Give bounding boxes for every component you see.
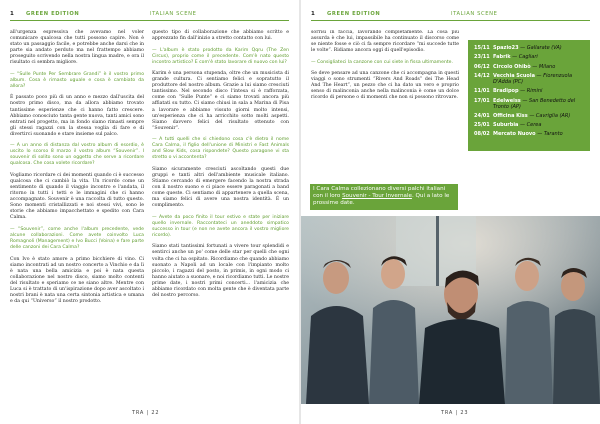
tour-dates-box <box>468 40 590 151</box>
interview-question: — Avete da poco finito il tour estivo e state per iniziare quello invernale. Raccontateci un aneddoto simpatico successo in tour (e non ne avete ancora il vostro migliore ricordo). <box>152 214 289 238</box>
scene-label: ITALIAN SCENE <box>150 11 197 17</box>
scene-label: ITALIAN SCENE <box>451 11 498 17</box>
tour-separator: — <box>534 72 544 79</box>
tour-date-row <box>474 131 584 137</box>
tour-venue: Suburbia <box>493 122 519 129</box>
page-number: 1 <box>10 11 15 17</box>
interview-answer: Se deve pensare ad una canzone che ci accompagna in questi viaggi o sono strumenti “Rivers And Roads” dei The Head And The Heart”, un pezzo che ci ha dato un vero e proprio senso di malinconia anche nella malinconia è come un dolce ricordo di persone o di momenti che non si possono ritrovare. <box>311 71 459 101</box>
interview-answer: questo tipo di collaborazione che abbiamo scritto e apprezzato fin dall'inizio a stretto contatto con lui. <box>152 30 289 42</box>
band-photo-illustration <box>301 216 600 404</box>
tour-venue: Spazio23 <box>493 45 519 51</box>
tour-date: 06/12 <box>474 63 490 70</box>
interview-answer: Siamo sicuramente cresciuti ascoltando questi due gruppi e tanti altri dell'ambiente musicale italiano. Stiamo cercando di emergere facendo la nostra strada con il nostro suono e ci piace essere paragonati a band come queste. Ci sentiamo di appartenere a quella scena, ma siamo felici di avere una nostra identità. È un complimento. <box>152 166 289 209</box>
interview-answer: Vogliamo ricordare ci dei momenti quando ci è successo qualcosa che ci cambiò la vita. Un ricordo come un sentimento di quando il viaggio incontro e l'andata, il ritorno in tutti i tetti e le immagini che ci hanno accompagnato. Souvenir è una raccolta di tutto questo. Sono momenti cristallizzati e noi stessi vivi, sono le storie che abbiamo impacchettato e spedito con Cara Calma. <box>10 172 144 221</box>
interview-question: — A un anno di distanza dal vostro album di esordio, è uscito lo scorso 8 marzo il vostro album “Souvenir”. I souvenir di solito sono un oggetto che serve a ricordare qualcosa. Che cosa volete ricordare? <box>10 143 144 167</box>
page-header <box>10 11 289 20</box>
tour-date-row <box>474 64 584 70</box>
tour-separator: — <box>520 97 529 104</box>
cara-calma-tour-callout <box>310 184 458 210</box>
section-label: GREEN EDITION <box>26 11 80 17</box>
tour-separator: — <box>518 45 527 51</box>
interview-answer: Siamo stati tantissimi fortunati a vivere tour splendidi e sentirci anche un po' come delle star per quelli che ogni volta che ci ha ospitato. Ricordiamo che quando abbiamo suonato a Napoli ad un locale con l'impianto molto piccolo, i ragazzi del posto, in primis, in ogni modo ci hanno aiutato a suonare, e noi ricordiamo tutti. Le nostre prime date, i nostri primi concerti... l'amicizia che abbiamo ricordato con molta gente che è diventata parte del nostro percorso. <box>152 244 289 298</box>
tour-date: 14/12 <box>474 72 490 79</box>
tour-date: 24/01 <box>474 112 490 119</box>
section-label: GREEN EDITION <box>327 11 381 17</box>
tour-date-row <box>474 113 584 119</box>
tour-date-row <box>474 45 584 51</box>
tour-date: 17/01 <box>474 97 490 104</box>
text-column-left-1 <box>10 30 144 310</box>
souvenir-tour-link[interactable]: Souvenir - Tour Invernale <box>342 193 412 200</box>
tour-date-row <box>474 122 584 128</box>
tour-city: Fiorenzuola D'Adda (PC) <box>493 72 573 85</box>
text-column-left-2 <box>152 30 289 304</box>
page-footer: TRA | 22 <box>132 410 160 416</box>
tour-venue: Officina Kiss <box>493 112 528 119</box>
interview-answer: È passato poco più di un anno e mezzo dall'uscita del nostro primo disco, ma da allora abbiamo trovato tantissime esperienze che ci hanno fatto crescere. Abbiamo conosciuto tanta gente nuova, tanti amici sono entrati nel progetto, ma in fondo siamo rimasti sempre gli stessi ragazzi con la stessa voglia di fare e di divertirci suonando e stare insieme sul palco. <box>10 95 144 137</box>
tour-venue: Fabrik <box>493 54 511 61</box>
interview-answer: sorrisi in faccia, lavorando completamente. La cosa più assurda è che lui, impassibile ha continuato il discorso come se niente fosse e ciò ci fa sempre ricordare “mi succede tutte le volte”. Ridiamo ancora oggi di quell'episodio. <box>311 30 459 54</box>
band-photo <box>301 216 600 404</box>
tour-date: 11/01 <box>474 88 490 95</box>
tour-separator: — <box>530 63 539 70</box>
tour-venue: Bradipop <box>493 88 519 95</box>
tour-venue: Edelweiss <box>493 97 521 104</box>
tour-city: Rimini <box>526 88 543 95</box>
tour-venue: Circolo Ohibò <box>493 63 531 70</box>
tour-city: Cagliari <box>518 54 538 61</box>
tour-date: 23/11 <box>474 54 490 61</box>
tour-city: Gallarate (VA) <box>526 45 562 51</box>
interview-question: — A tutti quelli che si chiedono cosa c'è dietro il nome Cara Calma, il figlio dell'unione di Ministri e Fast Animals and Slow Kids, cosa rispondete? Questo paragone vi sta stretto o vi accontenta? <box>152 137 289 161</box>
callout-tail: . Qui a lato le prossime date. <box>313 193 450 207</box>
interview-answer: Karim è una persona stupenda, oltre che un musicista di grande cultura. Ci sentiamo felici e sopratutto il produttore del nostro album. Grazie a lui siamo cresciuti tantissimo. Nel secondo disco l'intesa si è rafforzata, come con “Sulle Punte” e ci siamo trovati ancora più affiatati su tutto. Ci siamo chiusi in sala a Marina di Pisa a lavorare e abbiamo vissuto giorni molto intensi, un'esperienza che ci ha arricchito sotto molti aspetti. Siamo davvero felici del risultato ottenuto con “Souvenir”. <box>152 71 289 131</box>
tour-separator: — <box>527 112 536 119</box>
interview-question: — “Souvenir”, come anche l'album precedente, vede alcune collaborazioni. Come avete coinvolto Luca Romagnoli (Management) e Ivo Bucci (Voina) e fare parte delle canzoni dei Cara Calma? <box>10 226 144 250</box>
tour-date-row <box>474 98 584 110</box>
tour-city: Milano <box>538 63 556 70</box>
tour-date-row <box>474 88 584 94</box>
tour-city: San Benedetto del Tronto (AP) <box>493 97 576 110</box>
left-page <box>0 0 299 424</box>
tour-separator: — <box>518 88 527 95</box>
callout-lead: I Cara Calma collezionano diversi palchi italiani con il loro <box>313 186 446 200</box>
tour-venue: Mercato Nuovo <box>493 131 536 138</box>
interview-answer: all'urgenza espressiva che avevamo nel voler comunicare qualcosa che tutti possono capire. Non è stato un passaggio facile, e potrebbe anche darsi che in parte sia andato perduto ma nel frattempo abbiamo proseguito scrivendo nella nostra lingua madre, e ora il risultato ci sembra migliore. <box>10 30 144 66</box>
tour-date: 15/11 <box>474 45 490 51</box>
tour-date-row <box>474 73 584 85</box>
interview-answer: Con Ivo è stato amore a primo bicchiere di vino. Ci siamo incontrati ad un nostro concerto a Vinchio e da lì è nata una bella amicizia e poi è nata questa collaborazione nel nostro disco, siamo molto contenti del risultato e speriamo ce ne siano altre. Mentre con Luca si è trattato di un'ispirazione dopo aver ascoltato i nostri brani è nata una certa sintonia artistica e umana e da qui “Universo” il nostro prodotto. <box>10 256 144 304</box>
tour-city: Taranto <box>543 131 563 138</box>
page-footer: TRA | 23 <box>441 410 469 416</box>
tour-date: 08/02 <box>474 131 490 138</box>
right-page <box>301 0 600 424</box>
tour-separator: — <box>535 131 544 138</box>
header-rule <box>311 20 590 21</box>
text-column-right-1 <box>311 30 459 180</box>
tour-venue: Vecchia Scuola <box>493 72 535 79</box>
tour-date-row <box>474 54 584 60</box>
tour-date: 25/01 <box>474 122 490 129</box>
interview-question: — “Sulle Punte Per Sembrare Grandi” è il vostro primo album. Cosa è rimasto uguale e cosa è cambiato da allora? <box>10 71 144 89</box>
interview-question: — L'album è stato prodotto da Karim Qqru (The Zen Circus), proprio come il precedente. Com'è nato questo incontro artistico? E com'è stato lavorare di nuovo con lui? <box>152 47 289 65</box>
tour-city: Cavriglia (AR) <box>535 112 571 119</box>
page-number: 1 <box>311 11 316 17</box>
tour-separator: — <box>518 122 527 129</box>
page-header <box>311 11 590 20</box>
tour-separator: — <box>510 54 519 61</box>
tour-city: Cerea <box>526 122 542 129</box>
header-rule <box>10 20 289 21</box>
interview-question: — Consigliateci la canzone con cui siete in fissa ultimamente. <box>311 59 453 65</box>
